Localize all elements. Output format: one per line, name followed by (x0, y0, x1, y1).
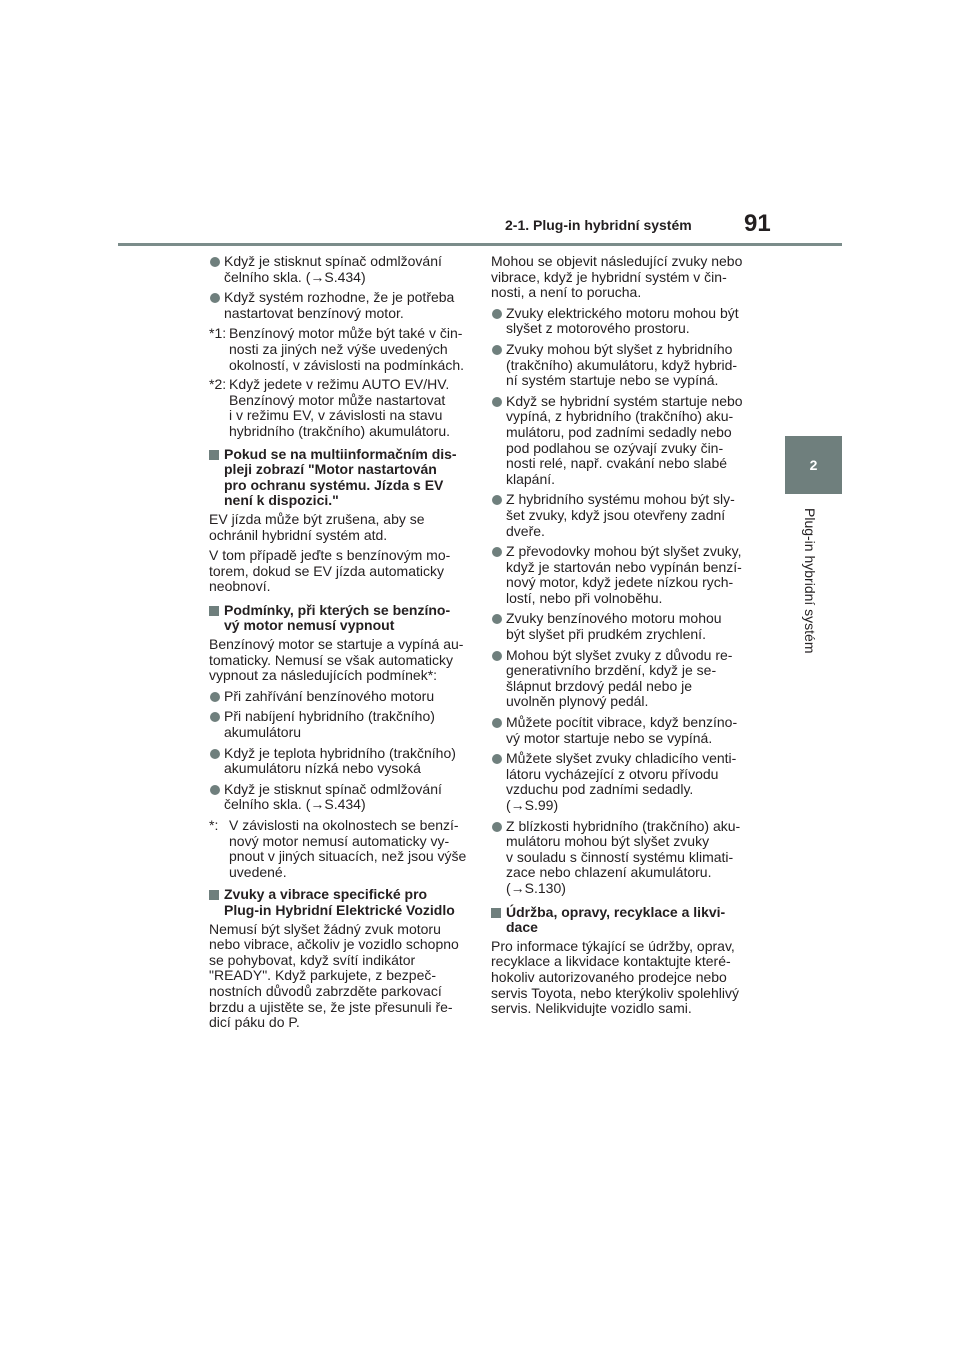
text-line: Když systém rozhodne, že je potřeba (224, 289, 455, 306)
text-line: Když jedete v režimu AUTO EV/HV. (229, 376, 450, 393)
heading-square-icon (209, 450, 219, 460)
text-line: (→S.130) (506, 879, 566, 896)
bullet-item (209, 254, 469, 285)
text-line: Když je stisknut spínač odmlžování (224, 253, 442, 269)
chapter-tab (785, 436, 842, 494)
text-line: nový motor nemusí automaticky vy- (229, 832, 450, 849)
bullet-dot-icon (492, 718, 502, 728)
text-line: Zvuky benzínového motoru mohou (506, 610, 722, 627)
text-line: Pokud se na multiinformačním dis- (224, 445, 457, 462)
bullet-item (209, 709, 469, 740)
text-line: dace (506, 919, 538, 936)
text-line: pod podlahou se ozývají zvuky čin- (506, 439, 724, 456)
text-line: vý motor nemusí vypnout (224, 617, 395, 634)
text-line: (→S.99) (506, 797, 559, 813)
text-line: Zvuky a vibrace specifické pro (224, 886, 428, 903)
bullet-dot-icon (492, 651, 502, 661)
text-line: akumulátoru (224, 724, 302, 741)
text-line: Zvuky elektrického motoru mohou být (506, 304, 739, 321)
text-line: Když je teplota hybridního (trakčního) (224, 744, 456, 761)
text-line: neobnoví. (209, 578, 271, 595)
bullet-dot-icon (210, 293, 220, 303)
text-line: recyklace a likvidace kontaktujte které- (491, 953, 731, 970)
text-line: hokoliv autorizovaného prodejce nebo (491, 968, 727, 985)
text-line: vypnout za následujících podmínek*: (209, 667, 438, 684)
text-line: když je startován nebo vypínán benzí- (506, 558, 742, 575)
text-line: Benzínový motor může být také v čin- (229, 325, 463, 342)
text-line: Mohou být slyšet zvuky z důvodu re- (506, 646, 733, 663)
text-line: Z převodovky mohou být slyšet zvuky, (506, 543, 742, 560)
text-line: Mohou se objevit následující zvuky nebo (491, 253, 743, 269)
text-line: vý motor startuje nebo se vypíná. (506, 729, 713, 746)
text-line: lostí, nebo při volnoběhu. (506, 589, 663, 606)
text-line: nostních důvodů zabrzděte parkovací (209, 982, 442, 999)
right-column (491, 254, 751, 1022)
text-line: Když se hybridní systém startuje nebo (506, 392, 743, 409)
text-line: pleji zobrazí "Motor nastartován (224, 461, 437, 478)
bullet-dot-icon (210, 692, 220, 702)
footnote-mark: *: (209, 817, 219, 833)
text-line: nový motor, když jedete nízkou rych- (506, 574, 734, 591)
bullet-item (209, 689, 469, 705)
subheading (209, 447, 469, 509)
bullet-dot-icon (492, 345, 502, 355)
left-column (209, 254, 469, 1036)
text-line: dveře. (506, 522, 545, 539)
chapter-label: Plug-in hybridní systém (802, 508, 818, 654)
text-line: uvedené. (229, 863, 287, 880)
text-line: brzdu a ujistěte se, že jste přesunuli ře- (209, 998, 453, 1015)
text-line: okolností, v závislosti na podmínkách. (229, 356, 465, 373)
bullet-item (491, 751, 751, 813)
bullet-item (209, 782, 469, 813)
text-line: EV jízda může být zrušena, aby se (209, 510, 425, 527)
text-line: tomaticky. Nemusí se však automaticky (209, 651, 454, 668)
bullet-dot-icon (492, 309, 502, 319)
heading-square-icon (209, 890, 219, 900)
text-line: servis Toyota, nebo kterýkoliv spolehlivý (491, 984, 739, 1001)
text-line: i v režimu EV, v závislosti na stavu (229, 407, 443, 424)
text-line: vzduchu pod zadními sedadly. (506, 781, 694, 798)
text-line: Můžete pocítit vibrace, když benzíno- (506, 714, 738, 731)
text-line: uvolněn plynový pedál. (506, 693, 649, 710)
text-line: pnout v jiných situacích, než jsou výše (229, 848, 467, 865)
text-line: generativního brzdění, když je se- (506, 662, 717, 679)
text-line: čelního skla. (→S.434) (224, 268, 366, 285)
text-line: být slyšet při prudkém zrychlení. (506, 626, 706, 643)
text-line: Nemusí být slyšet žádný zvuk motoru (209, 920, 441, 937)
bullet-dot-icon (210, 257, 220, 267)
text-line: Pro informace týkající se údržby, oprav, (491, 937, 735, 954)
text-line: Když je stisknut spínač odmlžování (224, 780, 442, 797)
subheading (209, 603, 469, 634)
text-line: Benzínový motor může nastartovat (229, 391, 446, 408)
bullet-item (491, 342, 751, 389)
text-line: Zvuky mohou být slyšet z hybridního (506, 340, 733, 357)
text-line: v souladu s činností systému klimati- (506, 848, 734, 865)
text-line: mulátoru mohou být slyšet zvuky (506, 833, 710, 850)
text-line: není k dispozici." (224, 492, 339, 509)
bullet-dot-icon (210, 749, 220, 759)
bullet-dot-icon (492, 397, 502, 407)
bullet-dot-icon (492, 614, 502, 624)
paragraph (209, 922, 469, 1031)
text-line: nosti za jiných než výše uvedených (229, 340, 448, 357)
text-line: nosti, a není to porucha. (491, 284, 642, 301)
text-line: šlápnut brzdový pedál nebo je (506, 677, 693, 694)
text-line: ní systém startuje nebo se vypíná. (506, 372, 719, 389)
subheading (209, 887, 469, 918)
text-line: Z blízkosti hybridního (trakčního) aku- (506, 817, 741, 834)
section-title: 2-1. Plug-in hybridní systém (505, 217, 692, 233)
text-line: Při nabíjení hybridního (trakčního) (224, 708, 435, 725)
bullet-item (491, 715, 751, 746)
heading-square-icon (209, 606, 219, 616)
text-line: Plug-in Hybridní Elektrické Vozidlo (224, 901, 455, 918)
text-line: slyšet z motorového prostoru. (506, 320, 690, 337)
text-line: nosti relé, např. cvakání nebo slabé (506, 455, 728, 472)
bullet-dot-icon (210, 712, 220, 722)
subheading (491, 905, 751, 936)
paragraph (491, 939, 751, 1017)
paragraph (209, 512, 469, 543)
text-line: hybridního (trakčního) akumulátoru. (229, 422, 450, 439)
bullet-item (491, 544, 751, 606)
bullet-dot-icon (492, 547, 502, 557)
text-line: Údržba, opravy, recyklace a likvi- (506, 903, 726, 920)
header-rule (118, 243, 842, 246)
text-line: servis. Nelikvidujte vozidlo sami. (491, 1000, 692, 1017)
bullet-dot-icon (492, 495, 502, 505)
bullet-item (491, 394, 751, 488)
bullet-item (491, 306, 751, 337)
text-line: (trakčního) akumulátoru, když hybrid- (506, 356, 738, 373)
text-line: čelního skla. (→S.434) (224, 796, 366, 813)
text-line: pro ochranu systému. Jízda s EV (224, 476, 444, 493)
footnote-1 (209, 326, 469, 373)
text-line: látoru vycházející z otvoru přívodu (506, 765, 719, 782)
bullet-dot-icon (210, 785, 220, 795)
paragraph (209, 548, 469, 595)
bullet-dot-icon (492, 822, 502, 832)
text-line: Můžete slyšet zvuky chladicího venti- (506, 750, 737, 767)
text-line: akumulátoru nízká nebo vysoká (224, 760, 421, 777)
chapter-number: 2 (809, 457, 818, 473)
bullet-dot-icon (492, 754, 502, 764)
text-line: vibrace, když je hybridní systém v čin- (491, 268, 727, 285)
text-line: se pohybovat, když svítí indikátor (209, 951, 416, 968)
bullet-item (491, 819, 751, 897)
bullet-item (491, 492, 751, 539)
text-line: dicí páku do P. (209, 1014, 300, 1031)
text-line: "READY". Když parkujete, z bezpeč- (209, 967, 437, 984)
text-line: vypíná, z hybridního (trakčního) aku- (506, 408, 734, 425)
bullet-item (491, 648, 751, 710)
text-line: nastartovat benzínový motor. (224, 304, 404, 321)
text-line: šet zvuky, když jsou otevřeny zadní (506, 506, 726, 523)
text-line: zace nebo chlazení akumulátoru. (506, 864, 712, 881)
text-line: V závislosti na okolnostech se benzí- (229, 817, 459, 833)
footnote-mark: *1: (209, 325, 227, 342)
text-line: torem, dokud se EV jízda automaticky (209, 562, 444, 579)
footnote-mark: *2: (209, 376, 227, 393)
text-line: Z hybridního systému mohou být sly- (506, 491, 735, 508)
text-line: Podmínky, při kterých se benzíno- (224, 601, 451, 618)
footnote-star (209, 818, 469, 880)
text-line: nebo vibrace, ačkoliv je vozidlo schopno (209, 936, 459, 953)
text-line: Při zahřívání benzínového motoru (224, 687, 435, 704)
text-line: ochránil hybridní systém atd. (209, 526, 388, 543)
text-line: klapání. (506, 470, 556, 487)
paragraph (209, 637, 469, 684)
bullet-item (209, 746, 469, 777)
paragraph (491, 254, 751, 301)
bullet-item (209, 290, 469, 321)
text-line: V tom případě jeďte s benzínovým mo- (209, 547, 451, 564)
bullet-item (491, 611, 751, 642)
heading-square-icon (491, 908, 501, 918)
footnote-2 (209, 377, 469, 439)
text-line: mulátoru, pod zadními sedadly nebo (506, 423, 732, 440)
text-line: Benzínový motor se startuje a vypíná au- (209, 636, 464, 653)
page-number: 91 (744, 210, 771, 237)
